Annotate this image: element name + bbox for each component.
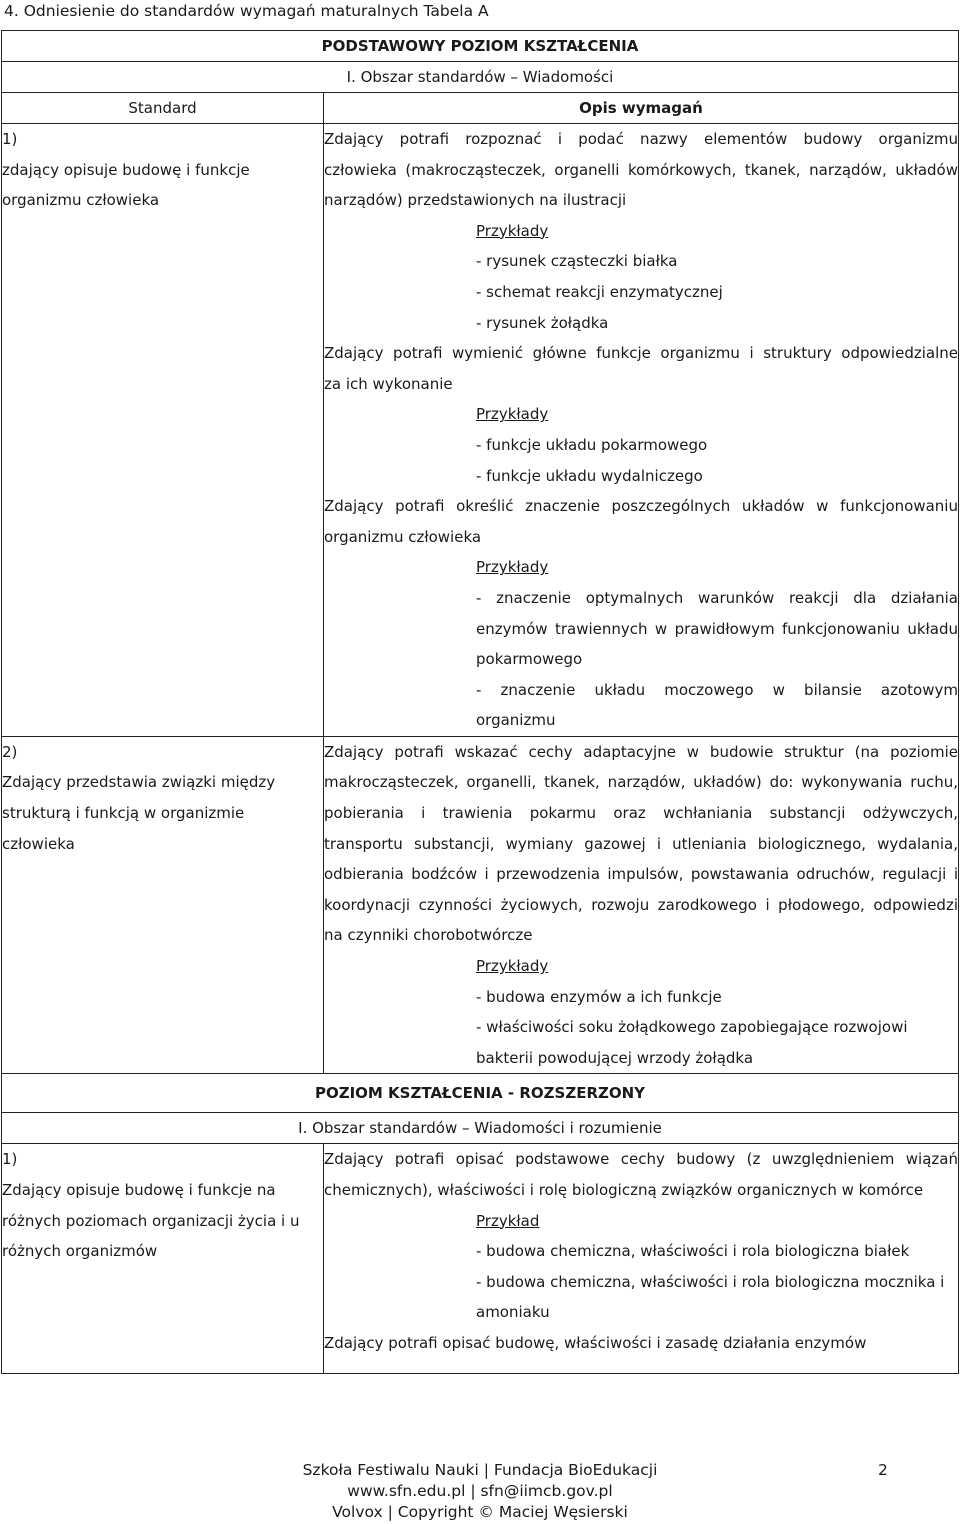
column-header-standard: Standard [2, 93, 324, 124]
level-row-extended [2, 1074, 959, 1113]
requirement-line: chemicznych), właściwości i rolę biologiczną związków organicznych w komórce [324, 1181, 924, 1199]
level-title-basic: PODSTAWOWY POZIOM KSZTAŁCENIA [2, 31, 959, 62]
requirement-line: człowieka (makrocząsteczek, organelli komórkowych, tkanek, narządów, układów [324, 160, 958, 179]
example-item: - funkcje układu wydalniczego [476, 466, 703, 485]
standard-row-2 [2, 736, 959, 1074]
footer-line-organization: Szkoła Festiwalu Nauki | Fundacja BioEdukacji [302, 1461, 658, 1479]
area-title-extended: I. Obszar standardów – Wiadomości i rozumienie [2, 1113, 959, 1144]
footer-line-contact: www.sfn.edu.pl | sfn@iimcb.gov.pl [347, 1482, 613, 1500]
example-item: pokarmowego [476, 650, 583, 669]
example-item: - budowa chemiczna, właściwości i rola biologiczna białek [476, 1242, 910, 1261]
requirement-line: Zdający potrafi rozpoznać i podać nazwy elementów budowy organizmu [324, 130, 958, 148]
page-number: 2 [878, 1461, 888, 1479]
standard-row-1 [2, 124, 959, 737]
example-item: - znaczenie układu moczowego w bilansie azotowym [476, 680, 958, 699]
requirement-line: Zdający potrafi wymienić główne funkcje organizmu i struktury odpowiedzialne [324, 344, 958, 363]
example-item: amoniaku [476, 1303, 550, 1322]
standard-line: różnych poziomach organizacji życia i u [2, 1211, 300, 1230]
requirement-line: za ich wykonanie [324, 374, 453, 393]
requirement-line: pobierania i trawienia pokarmu oraz wchłaniania substancji odżywczych, [324, 804, 958, 823]
column-header-opis: Opis wymagań [324, 93, 959, 124]
example-item: - budowa enzymów a ich funkcje [476, 987, 722, 1006]
requirement-line: makrocząsteczek, organelli, tkanek, narządów, układów) do: wykonywania ruchu, [324, 773, 958, 792]
area-row-basic [2, 62, 959, 93]
requirements-cell-ext-1 [324, 1144, 959, 1373]
footer-line-copyright: Volvox | Copyright © Maciej Węsierski [332, 1503, 628, 1521]
requirements-cell-1 [324, 124, 959, 737]
standard-line: Zdający opisuje budowę i funkcje na [2, 1181, 276, 1199]
standard-cell-1 [2, 124, 324, 737]
level-row-basic [2, 31, 959, 62]
standard-cell-ext-1 [2, 1144, 324, 1373]
example-item: - właściwości soku żołądkowego zapobiegające rozwojowi [476, 1018, 908, 1037]
standard-line: zdający opisuje budowę i funkcje [2, 160, 250, 179]
standard-line: organizmu człowieka [2, 191, 160, 210]
examples-label: Przykłady [476, 957, 549, 976]
requirement-line: odbierania bodźców i przewodzenia impulsów, powstawania odruchów, regulacji i [324, 865, 958, 884]
requirement-line: narządów) przedstawionych na ilustracji [324, 191, 627, 210]
example-item: enzymów trawiennych w prawidłowym funkcjonowaniu układu [476, 619, 958, 638]
requirement-line: na czynniki chorobotwórcze [324, 926, 533, 945]
example-item: - budowa chemiczna, właściwości i rola biologiczna mocznika i [476, 1272, 945, 1291]
example-item: - funkcje układu pokarmowego [476, 435, 708, 454]
header-row [2, 93, 959, 124]
area-row-extended [2, 1113, 959, 1144]
standard-line: różnych organizmów [2, 1242, 158, 1261]
requirements-cell-2 [324, 736, 959, 1074]
requirement-line: Zdający potrafi opisać podstawowe cechy budowy (z uwzględnieniem wiązań [324, 1150, 958, 1169]
page-heading: 4. Odniesienie do standardów wymagań maturalnych Tabela A [4, 2, 489, 20]
requirement-line: koordynacji czynności życiowych, rozwoju zarodkowego i płodowego, odpowiedzi [324, 895, 958, 914]
examples-label: Przykłady [476, 221, 549, 240]
standard-cell-2 [2, 736, 324, 1074]
requirement-line: Zdający potrafi określić znaczenie poszczególnych układów w funkcjonowaniu [324, 497, 958, 516]
examples-label: Przykład [476, 1211, 540, 1230]
examples-label: Przykłady [476, 405, 549, 424]
standard-row-ext-1 [2, 1144, 959, 1373]
standards-table [1, 30, 959, 1374]
standard-line: człowieka [2, 834, 75, 853]
level-title-extended: POZIOM KSZTAŁCENIA - ROZSZERZONY [2, 1074, 959, 1113]
standard-line: 1) [2, 130, 18, 148]
example-item: - rysunek żołądka [476, 313, 609, 332]
examples-label: Przykłady [476, 558, 549, 577]
example-item: - znaczenie optymalnych warunków reakcji dla działania [476, 588, 958, 607]
requirement-line: Zdający potrafi opisać budowę, właściwości i zasadę działania enzymów [324, 1333, 867, 1352]
standard-line: strukturą i funkcją w organizmie [2, 804, 245, 823]
requirement-line: Zdający potrafi wskazać cechy adaptacyjne w budowie struktur (na poziomie [324, 742, 958, 761]
requirement-line: transportu substancji, wymiany gazowej i utleniania biologicznego, wydalania, [324, 834, 958, 853]
standard-line: Zdający przedstawia związki między [2, 773, 276, 792]
example-item: - schemat reakcji enzymatycznej [476, 282, 723, 301]
example-item: - rysunek cząsteczki białka [476, 252, 678, 271]
page-footer [0, 1460, 960, 1523]
area-title-basic: I. Obszar standardów – Wiadomości [2, 62, 959, 93]
standard-line: 2) [2, 742, 18, 761]
example-item: bakterii powodującej wrzody żołądka [476, 1048, 754, 1067]
requirement-line: organizmu człowieka [324, 527, 482, 546]
standard-line: 1) [2, 1150, 18, 1169]
example-item: organizmu [476, 711, 556, 730]
